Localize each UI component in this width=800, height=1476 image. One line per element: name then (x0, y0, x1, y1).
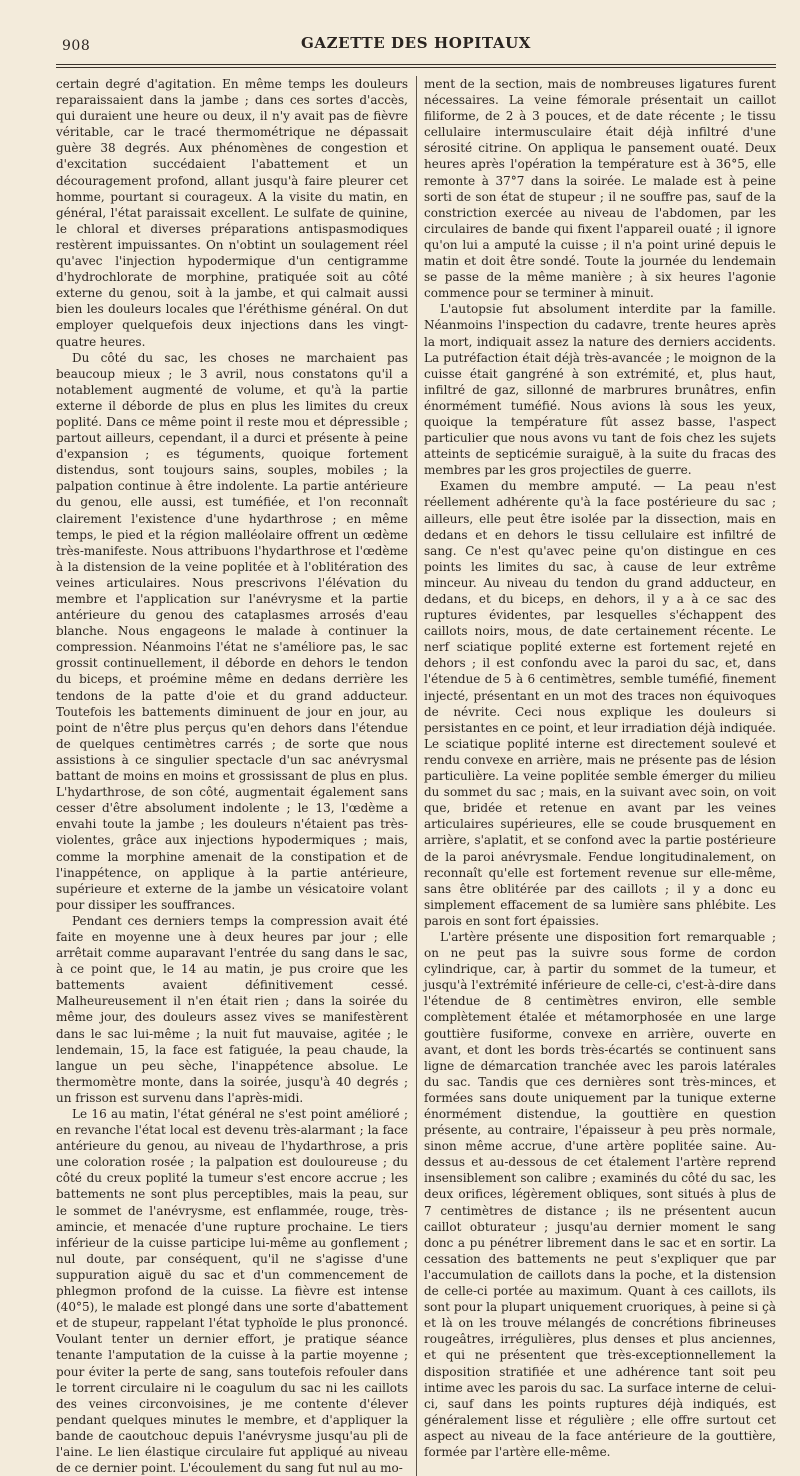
right-column (424, 76, 776, 1476)
paragraph: Le 16 au matin, l'état général ne s'est point amélioré ; en revanche l'état local est devenu très-alarmant ; la face antérieure du genou, au niveau de l'hydarthrose, a pris une coloration rosée ; la palpation est douloureuse ; du côté du creux poplité la tumeur s'est encore accrue ; les battements ne sont plus perceptibles, mais la peau, sur le sommet de l'anévrysme, est enflammée, rouge, très-amincie, et menacée d'une rupture prochaine. Le tiers inférieur de la cuisse participe lui-même au gonflement ; nul doute, par conséquent, qu'il ne s'agisse d'une suppuration aiguë du sac et d'un commencement de phlegmon profond de la cuisse. La fièvre est intense (40°5), le malade est plongé dans une sorte d'abattement et de stupeur, rappelant l'état typhoïde le plus prononcé. Voulant tenter un dernier effort, je pratique séance tenante l'amputation de la cuisse à la partie moyenne ; pour éviter la perte de sang, sans toutefois refouler dans le torrent circulaire ni le coagulum du sac ni les caillots des veines circonvoisines, je me contente d'élever pendant quelques minutes le membre, et d'appliquer la bande de caoutchouc depuis l'anévrysme jusqu'au pli de l'aine. Le lien élastique circulaire fut appliqué au niveau de ce dernier point. L'écoulement du sang fut nul au mo- (56, 1107, 408, 1476)
paragraph: certain degré d'agitation. En même temps les douleurs reparaissaient dans la jambe ; dans ces sortes d'accès, qui duraient une heure ou deux, il n'y avait pas de fièvre véritable, car le tracé thermométrique ne dépassait guère 38 degrés. Aux phénomènes de congestion et d'excitation succédaient l'abattement et un découragement profond, allant jusqu'à faire pleurer cet homme, pourtant si courageux. A la visite du matin, en général, l'état paraissait excellent. Le sulfate de quinine, le chloral et diverses préparations antispasmodiques restèrent impuissantes. On n'obtint un soulagement réel qu'avec l'injection hypodermique d'un centigramme d'hydrochlorate de morphine, pratiquée soit au côté externe du genou, soit à la jambe, et qui calmait aussi bien les douleurs locales que l'éréthisme général. On dut employer quelquefois deux injections dans les vingt-quatre heures. (56, 77, 408, 349)
paragraph: Examen du membre amputé. — La peau n'est réellement adhérente qu'à la face postérieure du sac ; ailleurs, elle peut être isolée par la dissection, mais en dedans et en dehors le tissu cellulaire est infiltré de sang. Ce n'est qu'avec peine qu'on distingue en ces points les limites du sac, à cause de leur extrême minceur. Au niveau du tendon du grand adducteur, en dedans, et du biceps, en dehors, il y a à ce sac des ruptures évidentes, par lesquelles s'échappent des caillots noirs, mous, de date certainement récente. Le nerf sciatique poplité externe est fortement rejeté en dehors ; il est confondu avec la paroi du sac, et, dans l'étendue de 5 à 6 centimètres, semble tuméfié, finement injecté, présentant en un mot des traces non équivoques de névrite. Ceci nous explique les douleurs si persistantes en ce point, et leur irradiation déjà indiquée. Le sciatique poplité interne est directement soulevé et rendu convexe en arrière, mais ne présente pas de lésion particulière. La veine poplitée semble émerger du milieu du sommet du sac ; mais, en la suivant avec soin, on voit que, bridée et retenue en avant par les veines articulaires supérieures, elle se coude brusquement en arrière, s'aplatit, et se confond avec la partie postérieure de la paroi anévrysmale. Fendue longitudinalement, on reconnaît qu'elle est fortement revenue sur elle-même, sans être oblitérée par des caillots ; il y a donc eu simplement effacement de sa lumière sans phlébite. Les parois en sont fort épaissies. (424, 479, 776, 928)
paragraph: Du côté du sac, les choses ne marchaient pas beaucoup mieux ; le 3 avril, nous constatons qu'il a notablement augmenté de volume, et qu'à la partie externe il déborde de plus en plus les limites du creux poplité. Dans ce même point il reste mou et dépressible ; partout ailleurs, cependant, il a durci et présente à peine d'expansion ; es téguments, quoique fortement distendus, sont toujours sains, souples, mobiles ; la palpation continue à être indolente. La partie antérieure du genou, elle aussi, est tuméfiée, et l'on reconnaît clairement l'existence d'une hydarthrose ; en même temps, le pied et la région malléolaire offrent un œdème très-manifeste. Nous attribuons l'hydarthrose et l'œdème à la distension de la veine poplitée et à l'oblitération des veines articulaires. Nous prescrivons l'élévation du membre et l'application sur l'anévrysme et la partie antérieure du genou des cataplasmes arrosés d'eau blanche. Nous engageons le malade à continuer la compression. Néanmoins l'état ne s'améliore pas, le sac grossit continuellement, il déborde en dehors le tendon du biceps, et proémine même en dedans derrière les tendons de la patte d'oie et du grand adducteur. Toutefois les battements diminuent de jour en jour, au point de n'être plus perçus qu'en dehors dans l'étendue de quelques centimètres carrés ; de sorte que nous assistions à ce singulier spectacle d'un sac anévrysmal battant de moins en moins et grossissant de plus en plus. L'hydarthrose, de son côté, augmentait également sans cesser d'être absolument indolente ; le 13, l'œdème a envahi toute la jambe ; les douleurs n'étaient pas très-violentes, grâce aux injections hypodermiques ; mais, comme la morphine amenait de la constipation et de l'inappétence, on applique à la partie antérieure, supérieure et externe de la jambe un vésicatoire volant pour dissiper les souffrances. (56, 350, 408, 912)
paragraph: ment de la section, mais de nombreuses ligatures furent nécessaires. La veine fémorale présentait un caillot filiforme, de 2 à 3 pouces, et de date récente ; le tissu cellulaire intermusculaire était déjà infiltré d'une sérosité citrine. On appliqua le pansement ouaté. Deux heures après l'opération la température est à 36°5, elle remonte à 37°7 dans la soirée. Le malade est à peine sorti de son état de stupeur ; il ne souffre pas, sauf de la constriction exercée au niveau de l'abdomen, par les circulaires de bande qui fixent l'appareil ouaté ; il ignore qu'on lui a amputé la cuisse ; il n'a point uriné depuis le matin et doit être sondé. Toute la journée du lendemain se passe de la même manière ; à six heures l'agonie commence pour se terminer à minuit. (424, 77, 776, 301)
paragraph: Pendant ces derniers temps la compression avait été faite en moyenne une à deux heures par jour ; elle arrêtait comme auparavant l'entrée du sang dans le sac, à ce point que, le 14 au matin, je pus croire que les battements avaient définitivement cessé. Malheureusement il n'en était rien ; dans la soirée du même jour, des douleurs assez vives se manifestèrent dans le sac lui-même ; la nuit fut mauvaise, agitée ; le lendemain, 15, la face est fatiguée, la peau chaude, la langue un peu sèche, l'inappétence absolue. Le thermomètre monte, dans la soirée, jusqu'à 40 degrés ; un frisson est survenu dans l'après-midi. (56, 913, 408, 1105)
paragraph: L'autopsie fut absolument interdite par la famille. Néanmoins l'inspection du cadavre, trente heures après la mort, indiquait assez la nature des derniers accidents. La putréfaction était déjà très-avancée ; le moignon de la cuisse était gangréné à son extrémité, et, plus haut, infiltré de gaz, sillonné de marbrures brunâtres, enfin énormément tuméfié. Nous avions là sous les yeux, quoique la température fût assez basse, l'aspect particulier que nous avons vu tant de fois chez les sujets atteints de septicémie suraiguë, à la suite du fracas des membres par les gros projectiles de guerre. (424, 302, 776, 478)
header-rule (56, 64, 776, 68)
article-columns (56, 76, 776, 1476)
left-column (56, 76, 408, 1476)
paragraph: L'artère présente une disposition fort remarquable ; on ne peut pas la suivre sous forme de cordon cylindrique, car, à partir du sommet de la tumeur, et jusqu'à l'extrémité inférieure de celle-ci, c'est-à-dire dans l'étendue de 8 centimètres environ, elle semble complètement étalée et métamorphosée en une large gouttière fusiforme, convexe en arrière, ouverte en avant, et dont les bords très-écartés se continuent sans ligne de démarcation tranchée avec les parois latérales du sac. Tandis que ces dernières sont très-minces, et formées sans doute uniquement par la tunique externe énormément distendue, la gouttière en question présente, au contraire, l'épaisseur à peu près normale, sinon même accrue, d'une artère poplitée saine. Au-dessus et au-dessous de cet étalement l'artère reprend insensiblement son calibre ; examinés du côté du sac, les deux orifices, légèrement obliques, sont situés à plus de 7 centimètres de distance ; ils ne présentent aucun caillot obturateur ; jusqu'au dernier moment le sang donc a pu pénétrer librement dans le sac et en sortir. La cessation des battements ne peut s'expliquer que par l'accumulation de caillots dans la poche, et la distension de celle-ci portée au maximum. Quant à ces caillots, ils sont pour la plupart uniquement cruoriques, à peine si çà et là on les trouve mélangés de concrétions fibrineuses rougeâtres, irrégulières, plus denses et plus anciennes, et qui ne présentent que très-exceptionnellement la disposition stratifiée et une adhérence tant soit peu intime avec les parois du sac. La surface interne de celui-ci, sauf dans les points ruptures déjà indiqués, est généralement lisse et régulière ; elle offre surtout cet aspect au niveau de la face antérieure de la gouttière, formée par l'artère elle-même. (424, 929, 776, 1459)
journal-title: GAZETTE DES HOPITAUX (300, 34, 531, 52)
column-divider (416, 76, 417, 1476)
page-header (56, 30, 776, 58)
page-number: 908 (62, 38, 91, 54)
